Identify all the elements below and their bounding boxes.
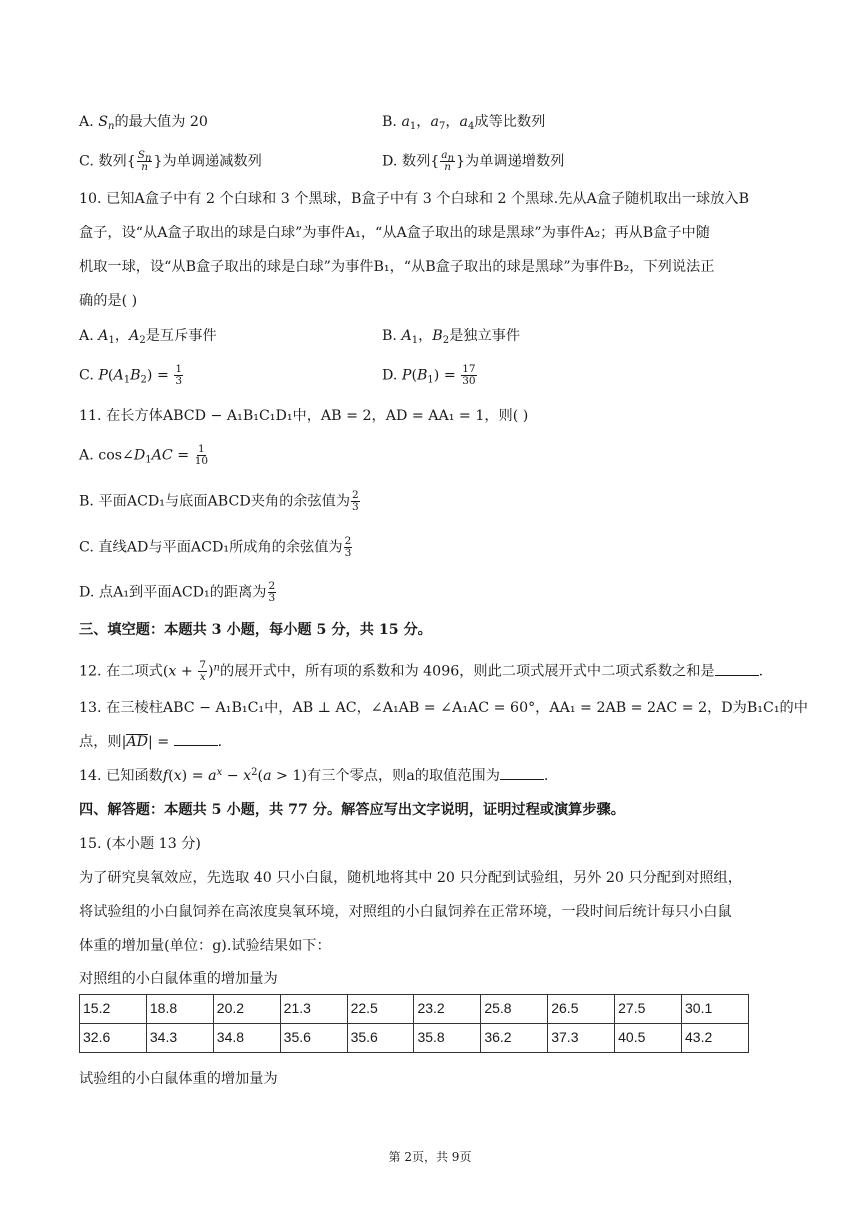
q9-option-c: C. 数列{ $\frac{S_n}{n}$ }为单调递减数列 [79,149,262,173]
table-cell: 43.2 [682,1024,749,1053]
q13-line2: 点，则|AD| = . [79,734,223,750]
q10-line1: 10. 已知A盒子中有 2 个白球和 3 个黑球，B盒子中有 3 个白球和 2 个黑球.先从A盒子随机取出一球放入B [79,191,750,207]
q10-option-d: D. $P(B_1)$ = $\frac{17}{30}$ [382,363,476,387]
table-cell: 32.6 [80,1024,147,1053]
section-4-heading: 四、解答题：本题共 5 小题，共 77 分。解答应写出文字说明，证明过程或演算步骤。 [79,802,625,818]
table-cell: 20.2 [213,995,280,1024]
test-group-caption: 试验组的小白鼠体重的增加量为 [79,1071,278,1087]
control-group-table [79,994,749,1053]
table-cell: 18.8 [146,995,213,1024]
table-cell: 35.6 [280,1024,347,1053]
table-cell: 25.8 [481,995,548,1024]
q10-line2: 盒子，设“从A盒子取出的球是白球”为事件A₁，“从A盒子取出的球是黑球”为事件A₂；再从B盒子中随 [79,225,710,241]
q13-line1: 13. 在三棱柱ABC − A₁B₁C₁中，AB ⊥ AC，∠A₁AB = ∠A₁AC = 60°，AA₁ = 2AB = 2AC = 2，D为B₁C₁的中 [79,700,808,716]
table-cell: 22.5 [347,995,414,1024]
q11-option-b: B. 平面ACD₁与底面ABCD夹角的余弦值为 $\frac{2}{3}$ [79,489,359,513]
table-row [80,995,749,1024]
q15-paragraph-3: 体重的增加量(单位：g).试验结果如下： [79,938,331,954]
table-cell: 35.6 [347,1024,414,1053]
q11-option-a: A. $\cos\angle D_1AC$ = $\frac{1}{10}$ [79,443,209,467]
q12: 12. 在二项式(x + $\frac{7}{x}$ )$^n$的展开式中，所有项的系数和为 4096，则此二项式展开式中二项式系数之和是 . [79,659,764,683]
table-cell: 15.2 [80,995,147,1024]
q14: 14. 已知函数$f(x) = a^x - x^2(a > 1)$有三个零点，则a的取值范围为 . [79,767,549,784]
q9-option-b: B. $a_1$，$a_7$，$a_4$成等比数列 [382,114,546,132]
table-cell: 26.5 [548,995,615,1024]
table-cell: 34.8 [213,1024,280,1053]
table-cell: 27.5 [615,995,682,1024]
q9-option-d: D. 数列{ $\frac{a_n}{n}$ }为单调递增数列 [382,149,565,173]
page-footer: 第 2页，共 9页 [388,1150,472,1164]
q15-heading: 15. (本小题 13 分) [79,836,201,852]
table-cell: 34.3 [146,1024,213,1053]
table-row [80,1024,749,1053]
control-group-caption: 对照组的小白鼠体重的增加量为 [79,971,278,987]
q15-paragraph-1: 为了研究臭氧效应，先选取 40 只小白鼠，随机地将其中 20 只分配到试验组，另外 20 只分配到对照组， [79,870,742,886]
q9-option-a: A. $S_n$的最大值为 20 [79,114,208,132]
q10-option-b: B. $A_1$，$B_2$是独立事件 [382,328,521,346]
q11-option-c: C. 直线AD与平面ACD₁所成角的余弦值为 $\frac{2}{3}$ [79,535,352,559]
q10-option-c: C. $P(A_1B_2)$ = $\frac{1}{3}$ [79,363,183,387]
q11-stem: 11. 在长方体ABCD − A₁B₁C₁D₁中，AB = 2，AD = AA₁ = 1，则( ) [79,408,529,424]
table-cell: 37.3 [548,1024,615,1053]
q10-line3: 机取一球，设“从B盒子取出的球是白球”为事件B₁，“从B盒子取出的球是黑球”为事件B₂，下列说法正 [79,259,715,275]
q15-paragraph-2: 将试验组的小白鼠饲养在高浓度臭氧环境，对照组的小白鼠饲养在正常环境，一段时间后统计每只小白鼠 [79,904,732,920]
q11-option-d: D. 点A₁到平面ACD₁的距离为 $\frac{2}{3}$ [79,580,276,604]
q10-option-a: A. $A_1$，$A_2$是互斥事件 [79,328,217,346]
table-cell: 21.3 [280,995,347,1024]
section-3-heading: 三、填空题：本题共 3 小题，每小题 5 分，共 15 分。 [79,622,432,638]
table-cell: 30.1 [682,995,749,1024]
table-cell: 23.2 [414,995,481,1024]
table-cell: 40.5 [615,1024,682,1053]
table-cell: 36.2 [481,1024,548,1053]
q10-line4: 确的是( ) [79,293,138,309]
table-cell: 35.8 [414,1024,481,1053]
